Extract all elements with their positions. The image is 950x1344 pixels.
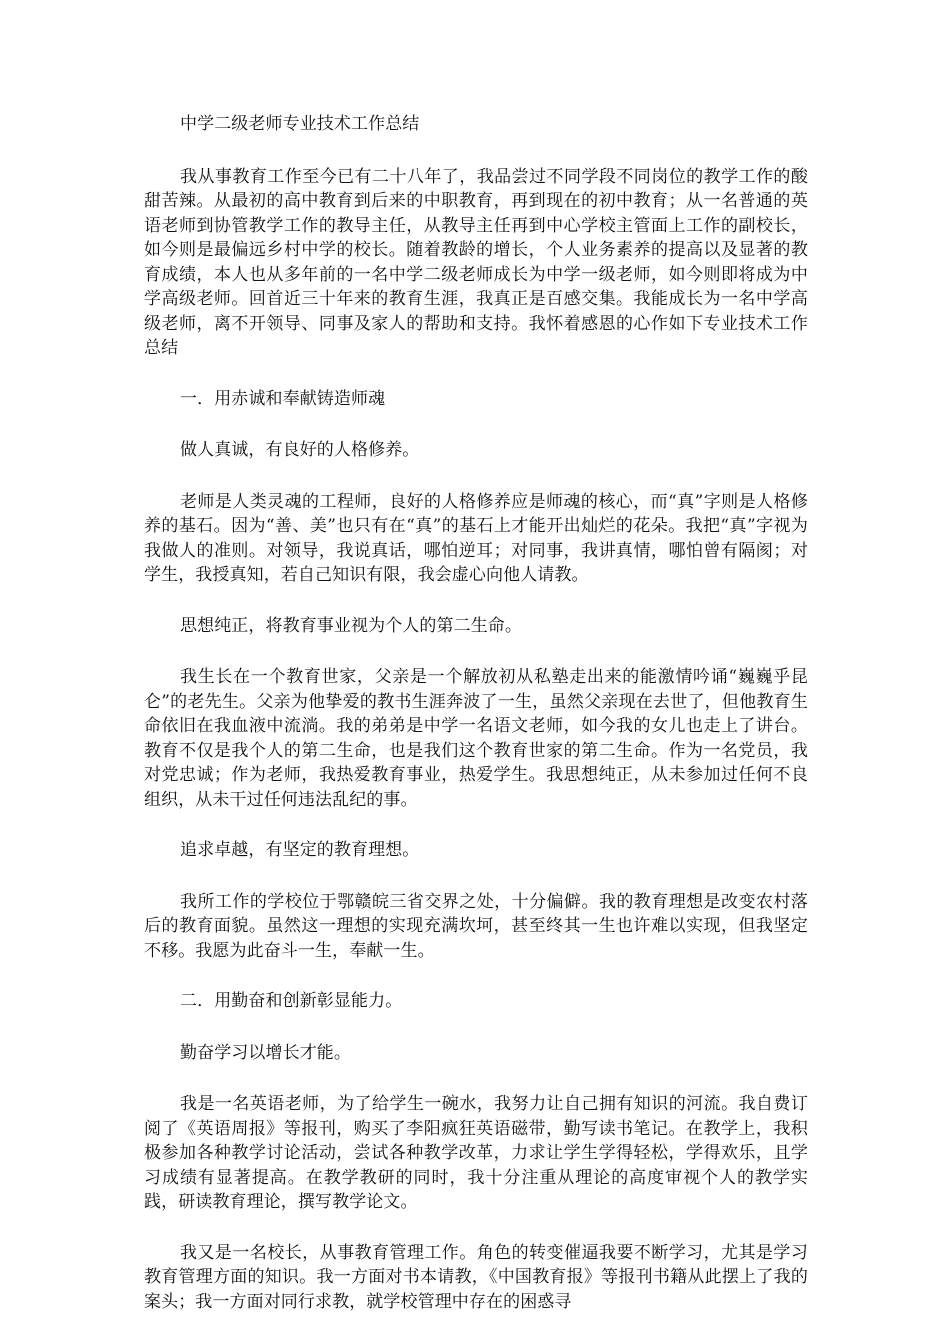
subheading-sincerity: 做人真诚，有良好的人格修养。 — [180, 440, 420, 460]
paragraph-intro: 我从事教育工作至今已有二十八年了，我品尝过不同学段不同岗位的教学工作的酸甜苦辣。从最初的高中教育到后来的中职教育，再到现在的初中教育；从一名普通的英语老师到协管教学工作的教导主任，从教导主任再到中心学校主管面上工作的副校长，如今则是最偏远乡村中学的校长。随着教龄的增长，个人业务素养的提高以及显著的教育成绩，本人也从多年前的一名中学二级老师成长为中学一级老师，如今则即将成为中学高级老师。回首近三十年来的教育生涯，我真正是百感交集。我能成长为一名中学高级老师，离不开领导、同事及家人的帮助和支持。我怀着感恩的心作如下专业技术工作总结 — [144, 166, 808, 358]
paragraph-family: 我生长在一个教育世家，父亲是一个解放初从私塾走出来的能激情吟诵“巍巍乎昆仑”的老先生。父亲为他挚爱的教书生涯奔波了一生，虽然父亲现在去世了，但他教育生命依旧在我血液中流淌。我的弟弟是中学一名语文老师，如今我的女儿也走上了讲台。教育不仅是我个人的第二生命，也是我们这个教育世家的第二生命。作为一名党员，我对党忠诚；作为老师，我热爱教育事业，热爱学生。我思想纯正，从未参加过任何不良组织，从未干过任何违法乱纪的事。 — [144, 667, 808, 810]
subheading-excellence: 追求卓越，有坚定的教育理想。 — [180, 840, 420, 860]
document-title: 中学二级老师专业技术工作总结 — [180, 114, 420, 134]
section-heading-1: 一．用赤诚和奉献铸造师魂 — [180, 388, 386, 409]
subheading-pure-thought: 思想纯正，将教育事业视为个人的第二生命。 — [180, 615, 522, 636]
document-page — [144, 112, 808, 1340]
paragraph-principal: 我又是一名校长，从事教育管理工作。角色的转变催逼我要不断学习，尤其是学习教育管理方面的知识。我一方面对书本请教，《中国教育报》等报刊书籍从此摆上了我的案头；我一方面对同行求教，就学校管理中存在的困惑寻 — [144, 1242, 808, 1312]
section-heading-2: 二．用勤奋和创新彰显能力。 — [180, 991, 403, 1011]
paragraph-sincerity: 老师是人类灵魂的工程师，良好的人格修养应是师魂的核心，而“真”字则是人格修养的基石。因为“善、美”也只有在“真”的基石上才能开出灿烂的花朵。我把“真”字视为我做人的准则。对领导，我说真话，哪怕逆耳；对同事，我讲真情，哪怕曾有隔阂；对学生，我授真知，若自己知识有限，我会虚心向他人请教。 — [144, 491, 808, 585]
paragraph-english-teacher: 我是一名英语老师，为了给学生一碗水，我努力让自己拥有知识的河流。我自费订阅了《英语周报》等报刊，购买了李阳疯狂英语磁带，勤写读书笔记。在教学上，我积极参加各种教学讨论活动，尝试各种教学改革，力求让学生学得轻松，学得欢乐，且学习成绩有显著提高。在教学教研的同时，我十分注重从理论的高度审视个人的教学实践，研读教育理论，撰写教学论文。 — [144, 1094, 808, 1212]
paragraph-ideal: 我所工作的学校位于鄂赣皖三省交界之处，十分偏僻。我的教育理想是改变农村落后的教育面貌。虽然这一理想的实现充满坎坷，甚至终其一生也许难以实现，但我坚定不移。我愿为此奋斗一生，奉献一生。 — [144, 891, 808, 961]
subheading-study: 勤奋学习以增长才能。 — [180, 1042, 351, 1063]
